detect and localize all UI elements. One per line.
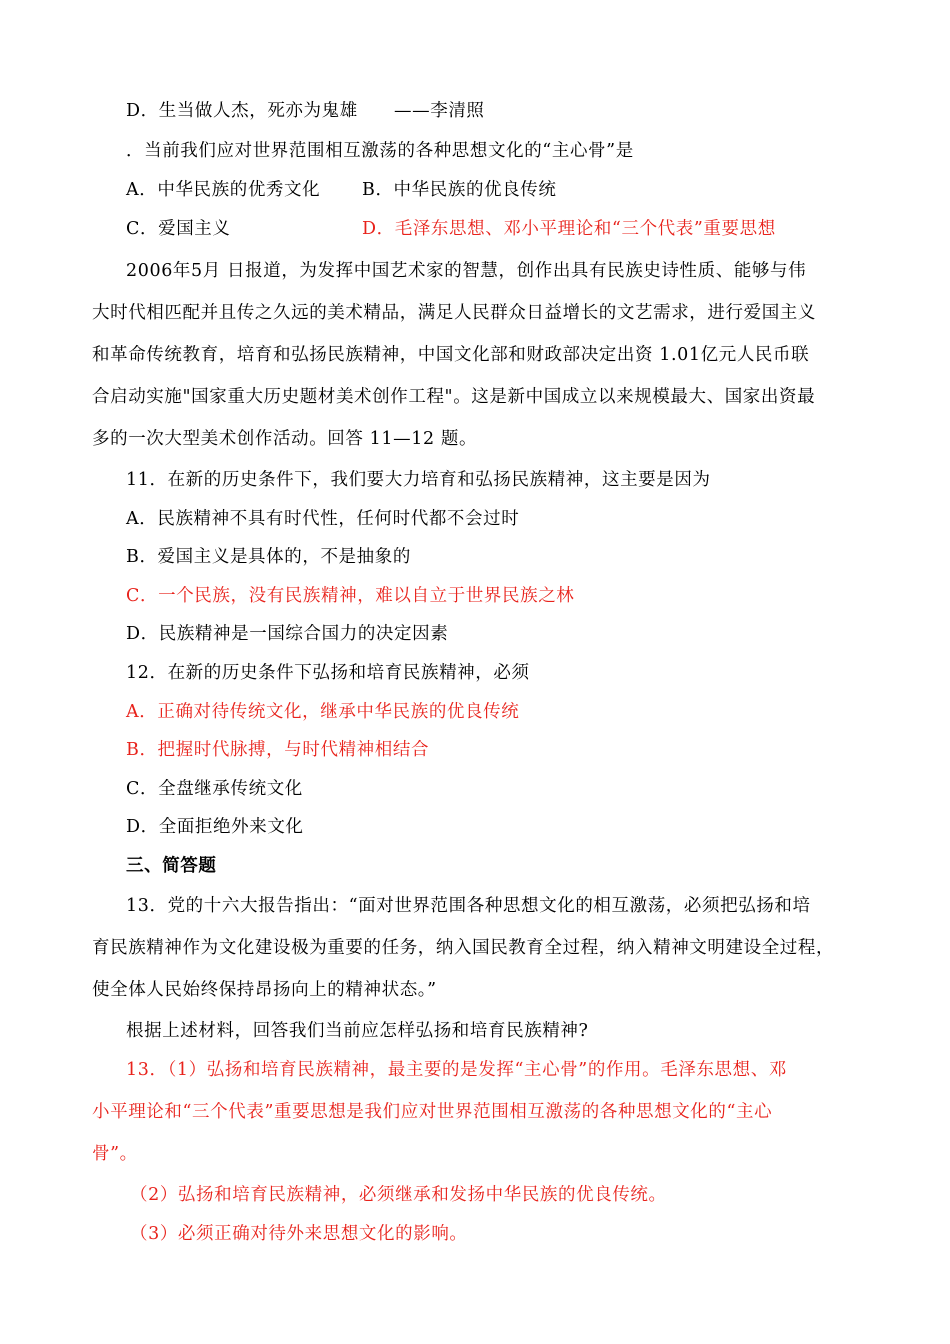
q11-option-d: D．民族精神是一国综合国力的决定因素 [126, 624, 449, 644]
q10-option-d: D．生当做人杰，死亦为鬼雄 ——李清照 [126, 101, 485, 121]
q13-answer-point-3: （3）必须正确对待外来思想文化的影响。 [130, 1224, 468, 1244]
material-line-5: 多的一次大型美术创作活动。回答 11—12 题。 [92, 429, 478, 449]
q13-answer-line-1: 13．（1）弘扬和培育民族精神，最主要的是发挥“主心骨”的作用。毛泽东思想、邓 [126, 1060, 787, 1080]
q11-option-b: B．爱国主义是具体的，不是抽象的 [126, 547, 411, 567]
q11-option-a: A．民族精神不具有时代性，任何时代都不会过时 [126, 509, 520, 529]
material-line-3: 和革命传统教育，培育和弘扬民族精神，中国文化部和财政部决定出资 1.01亿元人民币联 [92, 345, 810, 365]
q13-material-line-1: 13．党的十六大报告指出：“面对世界范围各种思想文化的相互激荡，必须把弘扬和培 [126, 896, 811, 916]
q-heart-option-d-answer: D．毛泽东思想、邓小平理论和“三个代表”重要思想 [362, 219, 776, 239]
material-line-4: 合启动实施"国家重大历史题材美术创作工程"。这是新中国成立以来规模最大、国家出资最 [92, 387, 816, 407]
q-heart-option-b: B．中华民族的优良传统 [362, 180, 557, 200]
q13-question: 根据上述材料，回答我们当前应怎样弘扬和培育民族精神? [126, 1021, 589, 1041]
q-heart-option-c: C．爱国主义 [126, 219, 231, 239]
material-line-2: 大时代相匹配并且传之久远的美术精品，满足人民群众日益增长的文艺需求，进行爱国主义 [92, 303, 816, 323]
q12-option-d: D．全面拒绝外来文化 [126, 817, 304, 837]
q13-answer-line-2: 小平理论和“三个代表”重要思想是我们应对世界范围相互激荡的各种思想文化的“主心 [92, 1102, 773, 1122]
q12-option-c: C．全盘继承传统文化 [126, 779, 303, 799]
q-heart-stem: ．当前我们应对世界范围相互激荡的各种思想文化的“主心骨”是 [126, 141, 634, 161]
q12-option-b-answer: B．把握时代脉搏，与时代精神相结合 [126, 740, 430, 760]
section-heading: 三、简答题 [126, 856, 217, 876]
q13-material-line-3: 使全体人民始终保持昂扬向上的精神状态。” [92, 980, 437, 1000]
q11-stem: 11．在新的历史条件下，我们要大力培育和弘扬民族精神，这主要是因为 [126, 470, 711, 490]
q11-option-c-answer: C．一个民族，没有民族精神，难以自立于世界民族之林 [126, 586, 575, 606]
material-line-1: 2006年5月 日报道，为发挥中国艺术家的智慧，创作出具有民族史诗性质、能够与伟 [126, 261, 807, 281]
q13-answer-line-3: 骨”。 [92, 1144, 138, 1164]
q12-stem: 12．在新的历史条件下弘扬和培育民族精神，必须 [126, 663, 530, 683]
q13-answer-point-2: （2）弘扬和培育民族精神，必须继承和发扬中华民族的优良传统。 [130, 1185, 667, 1205]
q-heart-option-a: A．中华民族的优秀文化 [126, 180, 321, 200]
q12-option-a-answer: A．正确对待传统文化，继承中华民族的优良传统 [126, 702, 520, 722]
q13-material-line-2: 育民族精神作为文化建设极为重要的任务，纳入国民教育全过程，纳入精神文明建设全过程， [92, 938, 835, 958]
